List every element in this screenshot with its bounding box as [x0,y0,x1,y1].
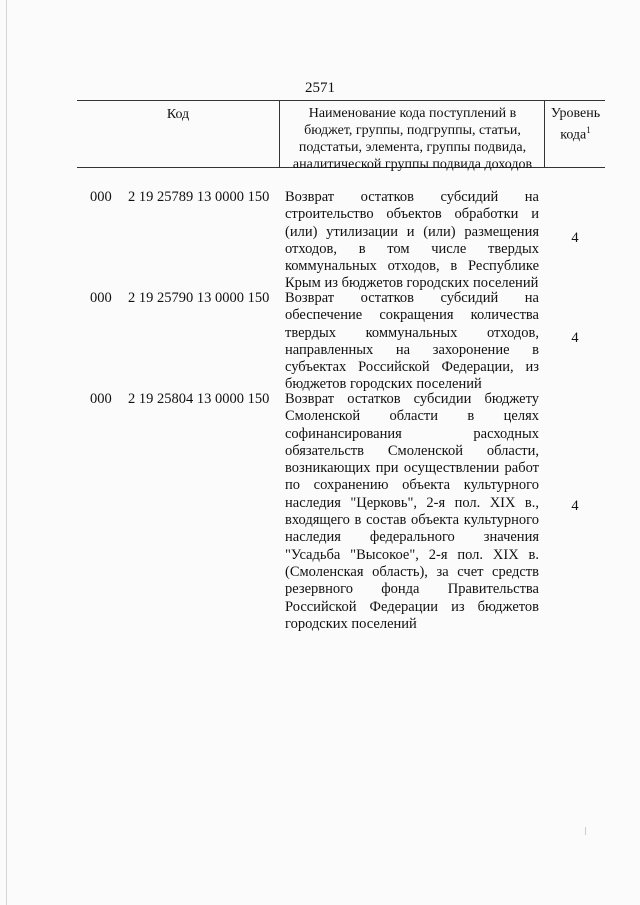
row-name [285,391,539,633]
row-name-line: городских поселений [285,615,417,632]
row-name-line: Возврат остатков субсидий на [285,290,539,306]
row-name-line: строительство объектов обработки и [285,206,539,223]
row-name-line: коммунальных отходов, в Республике [285,258,539,275]
row-name-line: твердых коммунальных отходов, [285,324,539,341]
row-name-line: Возврат остатков субсидии бюджету [285,391,539,407]
row-name [285,290,539,394]
row-level: 4 [571,330,579,346]
page-number: 2571 [305,80,335,96]
row-classifier: 000 [90,290,112,306]
row-classifier: 000 [90,189,112,205]
scan-mark [585,827,586,835]
row-name-line: Российской Федерации из бюджетов [285,598,539,615]
row-name-line: (Смоленская область), за счет средств [285,563,539,580]
footnote-marker: 1 [586,125,591,135]
header-name-line: Наименование кода поступлений в [308,106,517,121]
row-name-line: направленных на захоронение в [285,341,539,358]
row-classifier: 000 [90,391,112,407]
row-name-line: (или) утилизации и (или) размещения [285,223,539,240]
header-level [544,101,606,167]
header-name-line: бюджет, группы, подгруппы, статьи, [304,123,521,138]
row-name-line: возникающих при осуществлении работ [285,460,539,477]
row-name [285,189,539,293]
row-name-line: обеспечение сокращения количества [285,307,539,324]
row-level: 4 [571,498,579,514]
row-name-line: обязательств Смоленской области, [285,442,539,459]
header-name-line: аналитической группы подвида доходов [292,157,533,172]
row-name-line: софинансирования расходных [285,425,539,442]
header-name-line: подстатьи, элемента, группы подвида, [298,140,527,155]
row-name-line: субъектах Российской Федерации, из [285,359,539,376]
header-level-line: Уровень [550,106,601,121]
header-code: Код [166,107,190,122]
row-name-line: наследия "Церковь", 2-я пол. XIX в., [285,494,539,511]
header-level-text: кода [560,127,587,143]
row-name-line: Крым из бюджетов городских поселений [285,275,539,292]
row-name-line: отходов, в том числе твердых [285,240,539,257]
row-name-line: Смоленской области в целях [285,408,539,425]
row-code: 2 19 25790 13 0000 150 [128,290,270,306]
page-edge [6,0,7,905]
row-code: 2 19 25804 13 0000 150 [128,391,270,407]
table-header [77,100,605,172]
row-code: 2 19 25789 13 0000 150 [128,189,270,205]
row-name-line: наследия федерального значения [285,529,539,546]
header-level-line [545,122,606,144]
row-name-line: входящего в состав объекта культурного [285,512,539,529]
row-name-line: бюджетов городских поселений [285,376,482,393]
row-level: 4 [571,230,579,246]
row-name-line: "Усадьба "Высокое", 2-я пол. XIX в. [285,546,539,563]
row-name-line: Возврат остатков субсидий на [285,189,539,205]
row-name-line: резервного фонда Правительства [285,581,539,598]
header-name [279,101,545,172]
row-name-line: по сохранению объекта культурного [285,477,539,494]
